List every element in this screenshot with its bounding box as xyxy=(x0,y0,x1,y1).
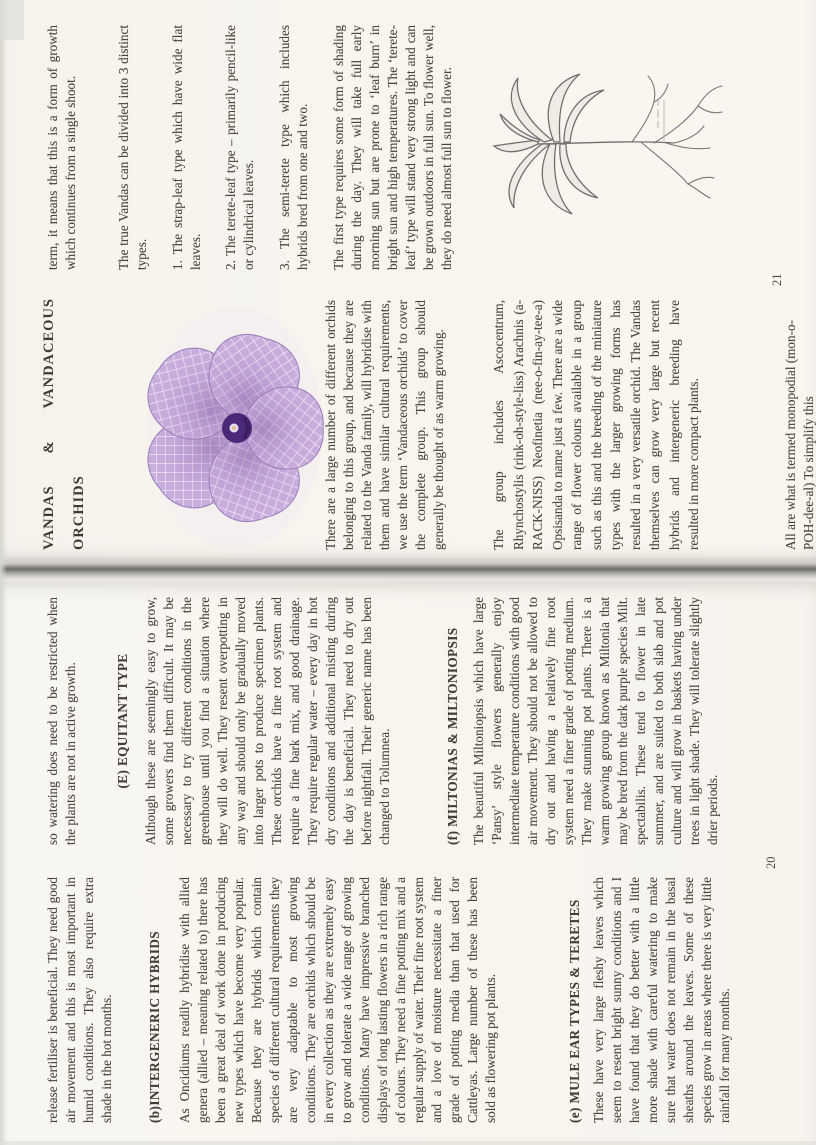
section-heading-mule-ear-types: (e) MULE EAR TYPES & TERETES xyxy=(567,899,582,1123)
page-21 xyxy=(0,0,816,568)
page-number-21: 21 xyxy=(770,273,784,286)
page21-heading xyxy=(34,298,94,550)
paragraph: Although these are seemingly easy to grow, some growers find them difficult. It may be necessary to try different conditions in the greenhouse until you find a situation where they will do well. They resent overpotting in any way and should only be gradually moved into larger pots to produce specimen plants. These orchids have a fine root system and require a fine bark mix, and good drainage. They require regular water – every day in hot dry conditions and additional misting during the day is beneficial. They need to dry out before nightfall. Their generic name has been changed to Tolumnea. xyxy=(143,597,392,845)
section-heading-equitant-type: (E) EQUITANT TYPE xyxy=(115,653,130,789)
page-number-20: 20 xyxy=(764,856,778,869)
flower-center xyxy=(222,413,252,443)
scan-corner-artifact xyxy=(0,0,24,40)
paragraph: 1. The strap-leaf type which have wide flat leaves. xyxy=(170,25,203,270)
section-heading-intergeneric-hybrids: (b)INTERGENERIC HYBRIDS xyxy=(147,930,162,1123)
scan-left-edge xyxy=(0,0,7,1145)
paragraph: The true Vandas can be divided into 3 distinct types. xyxy=(116,25,149,270)
paragraph: The first type requires some form of shading during the day. They will take full early morning sun but are prone to ‘leaf burn’ in bright sun and high temperatures. The ‘terete-leaf’ type will stand very strong light and can be grown outdoors in full sun. To flower well, they do need almost full sun to flower. xyxy=(331,25,454,270)
page-divider-shadow xyxy=(0,556,816,584)
page21-heading-line2: ORCHIDS xyxy=(71,475,87,550)
paragraph: term, it means that this is a form of growth which continues from a single shoot. xyxy=(45,25,78,270)
paragraph: 2. The terete-leaf type – primarily pencil-like or cylindrical leaves. xyxy=(223,25,256,270)
page-20 xyxy=(0,575,816,1145)
sketch-annotation-leader xyxy=(658,100,664,141)
paragraph: 3. The semi-terete type which includes hybrids bred from one and two. xyxy=(277,25,310,270)
paragraph: These have very large fleshy leaves which seem to resent bright sunny conditions and I have found that they do better with a little more shade with careful watering to make sure that water does not remain in the basal sheaths around the leaves. Some of these species grow in areas where there is very little rainfall for many months. xyxy=(591,877,732,1123)
heading-word-vandas: VANDAS xyxy=(41,485,57,550)
paragraph: so watering does need to be restricted when the plants are not in active growth. xyxy=(45,597,78,845)
paragraph: The group includes Ascocentrum, Rhynchostylis (rink-oh-style-liss) Arachnis (a-RACK-NISS) Neofinetia (nee-o-fin-ay-tee-a) Opsisanda to name just a few. There are a wide range of flower colours available in a group such as this and the breeding of the miniature types with the larger growing forms has resulted in a very versatile orchid. The Vandas themselves can grow very large but recent hybrids and intergeneric breeding have resulted in more compact plants. xyxy=(491,300,701,550)
paragraph: There are a large number of different orchids belonging to this group, and because they are related to the Vanda family, will hybridise with them and have similar cultural requirements, we use the term ‘Vandaceous orchids’ to cover the complete group. This group should generally be thought of as warm growing. xyxy=(323,300,446,550)
vanda-flower-photo xyxy=(143,302,325,554)
paragraph: All are what is termed monopodial (mon-o-POH-dee-al) To simplify this xyxy=(783,320,816,550)
monopodial-plant-sketch xyxy=(492,56,730,228)
paragraph: As Oncidiums readily hybridise with allied genera (allied – meaning related to) there has been a great deal of work done in producing new types which have become very popular. Because they are hybrids which contain species of different cultural requirements they are very adaptable to most growing conditions. They are orchids which should be in every collection as they are extremely easy to grow and tolerate a wide range of growing conditions. Many have impressive branched displays of long lasting flowers in a rich range of colours. They need a fine potting mix and a regular supply of water. Their fine root system and a love of moisture necessitate a finer grade of potting media than that used for Cattleyas. Large number of these has been sold as flowering pot plants. xyxy=(177,877,498,1123)
paragraph: release fertiliser is beneficial. They need good air movement and this is most important in humid conditions. They also require extra shade in the hot months. xyxy=(45,877,114,1123)
heading-word-vandaceous: VANDACEOUS xyxy=(41,298,57,409)
paragraph: The beautiful Miltoniopsis which have large ‘Pansy’ style flowers generally enjoy intermediate temperature conditions with good air movement. They should not be allowed to dry out and having a relatively fine root system need a finer grade of potting medium. They make stunning pot plants. There is a warm growing group known as Miltonia that may be bred from the dark purple species Milt. spectabilis. These tend to flower in late summer, and are suited to both slab and pot culture and will grow in baskets having under trees in light shade. They will tolerate slightly drier periods. xyxy=(471,597,720,845)
page21-heading-line1 xyxy=(34,298,64,550)
heading-ampersand: & xyxy=(41,440,57,454)
section-heading-miltonias: (f) MILTONIAS & MILTONIOPSIS xyxy=(445,627,460,845)
scan-bottom-edge xyxy=(0,1141,816,1145)
